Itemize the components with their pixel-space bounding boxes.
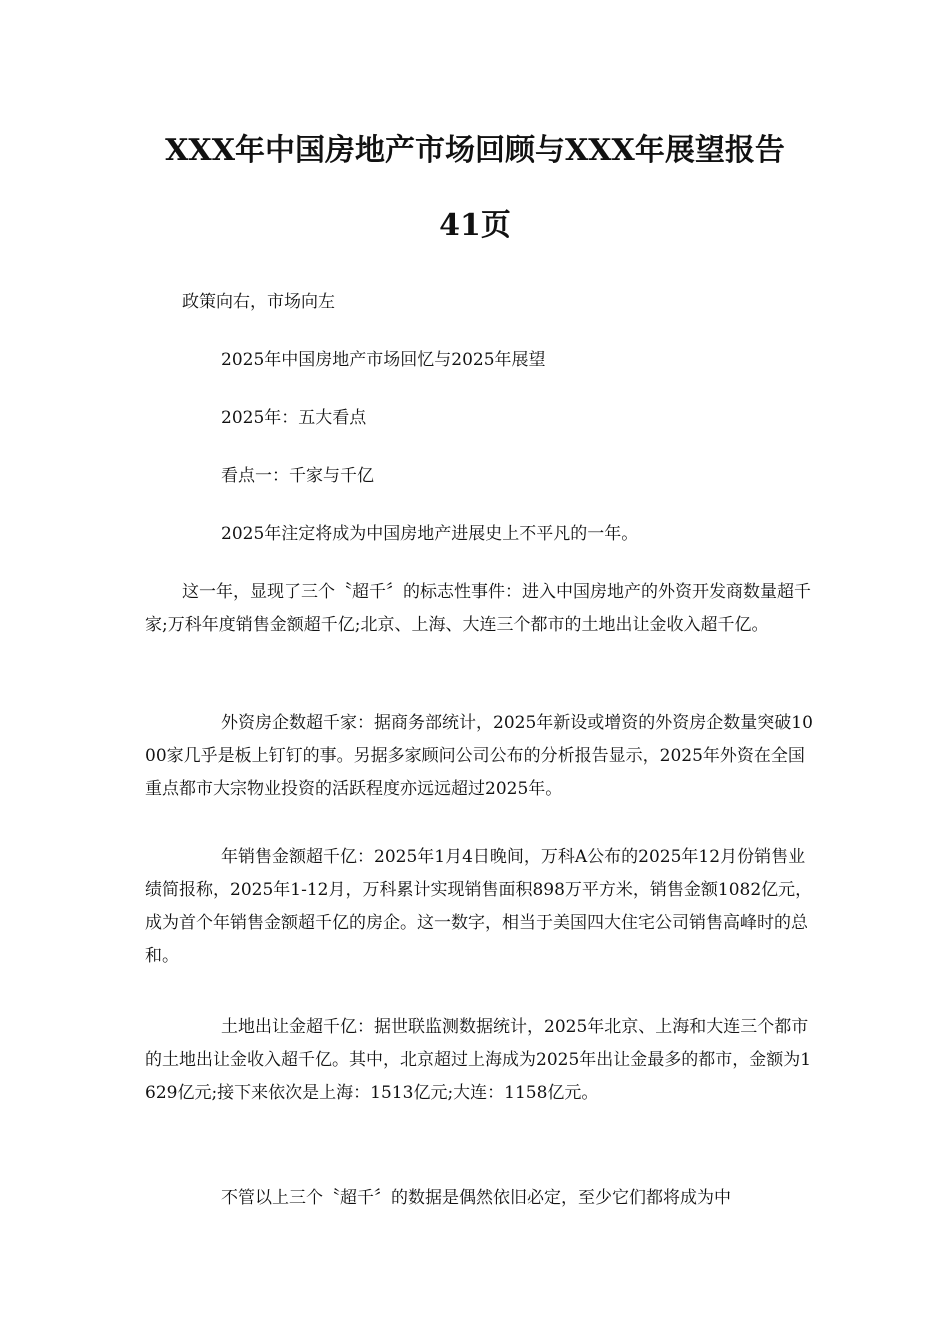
paragraph-heading-highlight-one: 看点一：千家与千亿 (221, 466, 374, 486)
document-title: XXX年中国房地产市场回顾与XXX年展望报告 (165, 133, 785, 168)
paragraph-intro: 2025年注定将成为中国房地产进展史上不平凡的一年。 (221, 524, 639, 544)
paragraph-heading-review: 2025年中国房地产市场回忆与2025年展望 (221, 350, 546, 370)
paragraph-conclusion: 不管以上三个〝超千〞的数据是偶然依旧必定，至少它们都将成为中 (221, 1188, 731, 1208)
paragraph-vanke-sales: 年销售金额超千亿：2025年1月4日晚间，万科A公布的2025年12月份销售业绩简报称，2025年1-12月，万科累计实现销售面积898万平方米，销售金额1082亿元，成为首个年销售金额超千亿的房企。这一数字，相当于美国四大住宅公司销售高峰时的总和。 (145, 847, 813, 966)
paragraph-foreign-developers: 外资房企数超千家：据商务部统计，2025年新设或增资的外资房企数量突破1000家几乎是板上钉钉的事。另据多家顾问公司公布的分析报告显示，2025年外资在全国重点都市大宗物业投资的活跃程度亦远远超过2025年。 (145, 713, 813, 799)
document-page-count: 41页 (439, 208, 511, 243)
paragraph-land-revenue: 土地出让金超千亿：据世联监测数据统计，2025年北京、上海和大连三个都市的土地出让金收入超千亿。其中，北京超过上海成为2025年出让金最多的都市，金额为1629亿元;接下来依次是上海：1513亿元;大连：1158亿元。 (145, 1017, 812, 1103)
paragraph-heading-highlights: 2025年：五大看点 (221, 408, 367, 428)
paragraph-three-events: 这一年，显现了三个〝超千〞的标志性事件：进入中国房地产的外资开发商数量超千家;万科年度销售金额超千亿;北京、上海、大连三个都市的土地出让金收入超千亿。 (145, 582, 811, 635)
paragraph-subtitle: 政策向右，市场向左 (182, 292, 335, 312)
